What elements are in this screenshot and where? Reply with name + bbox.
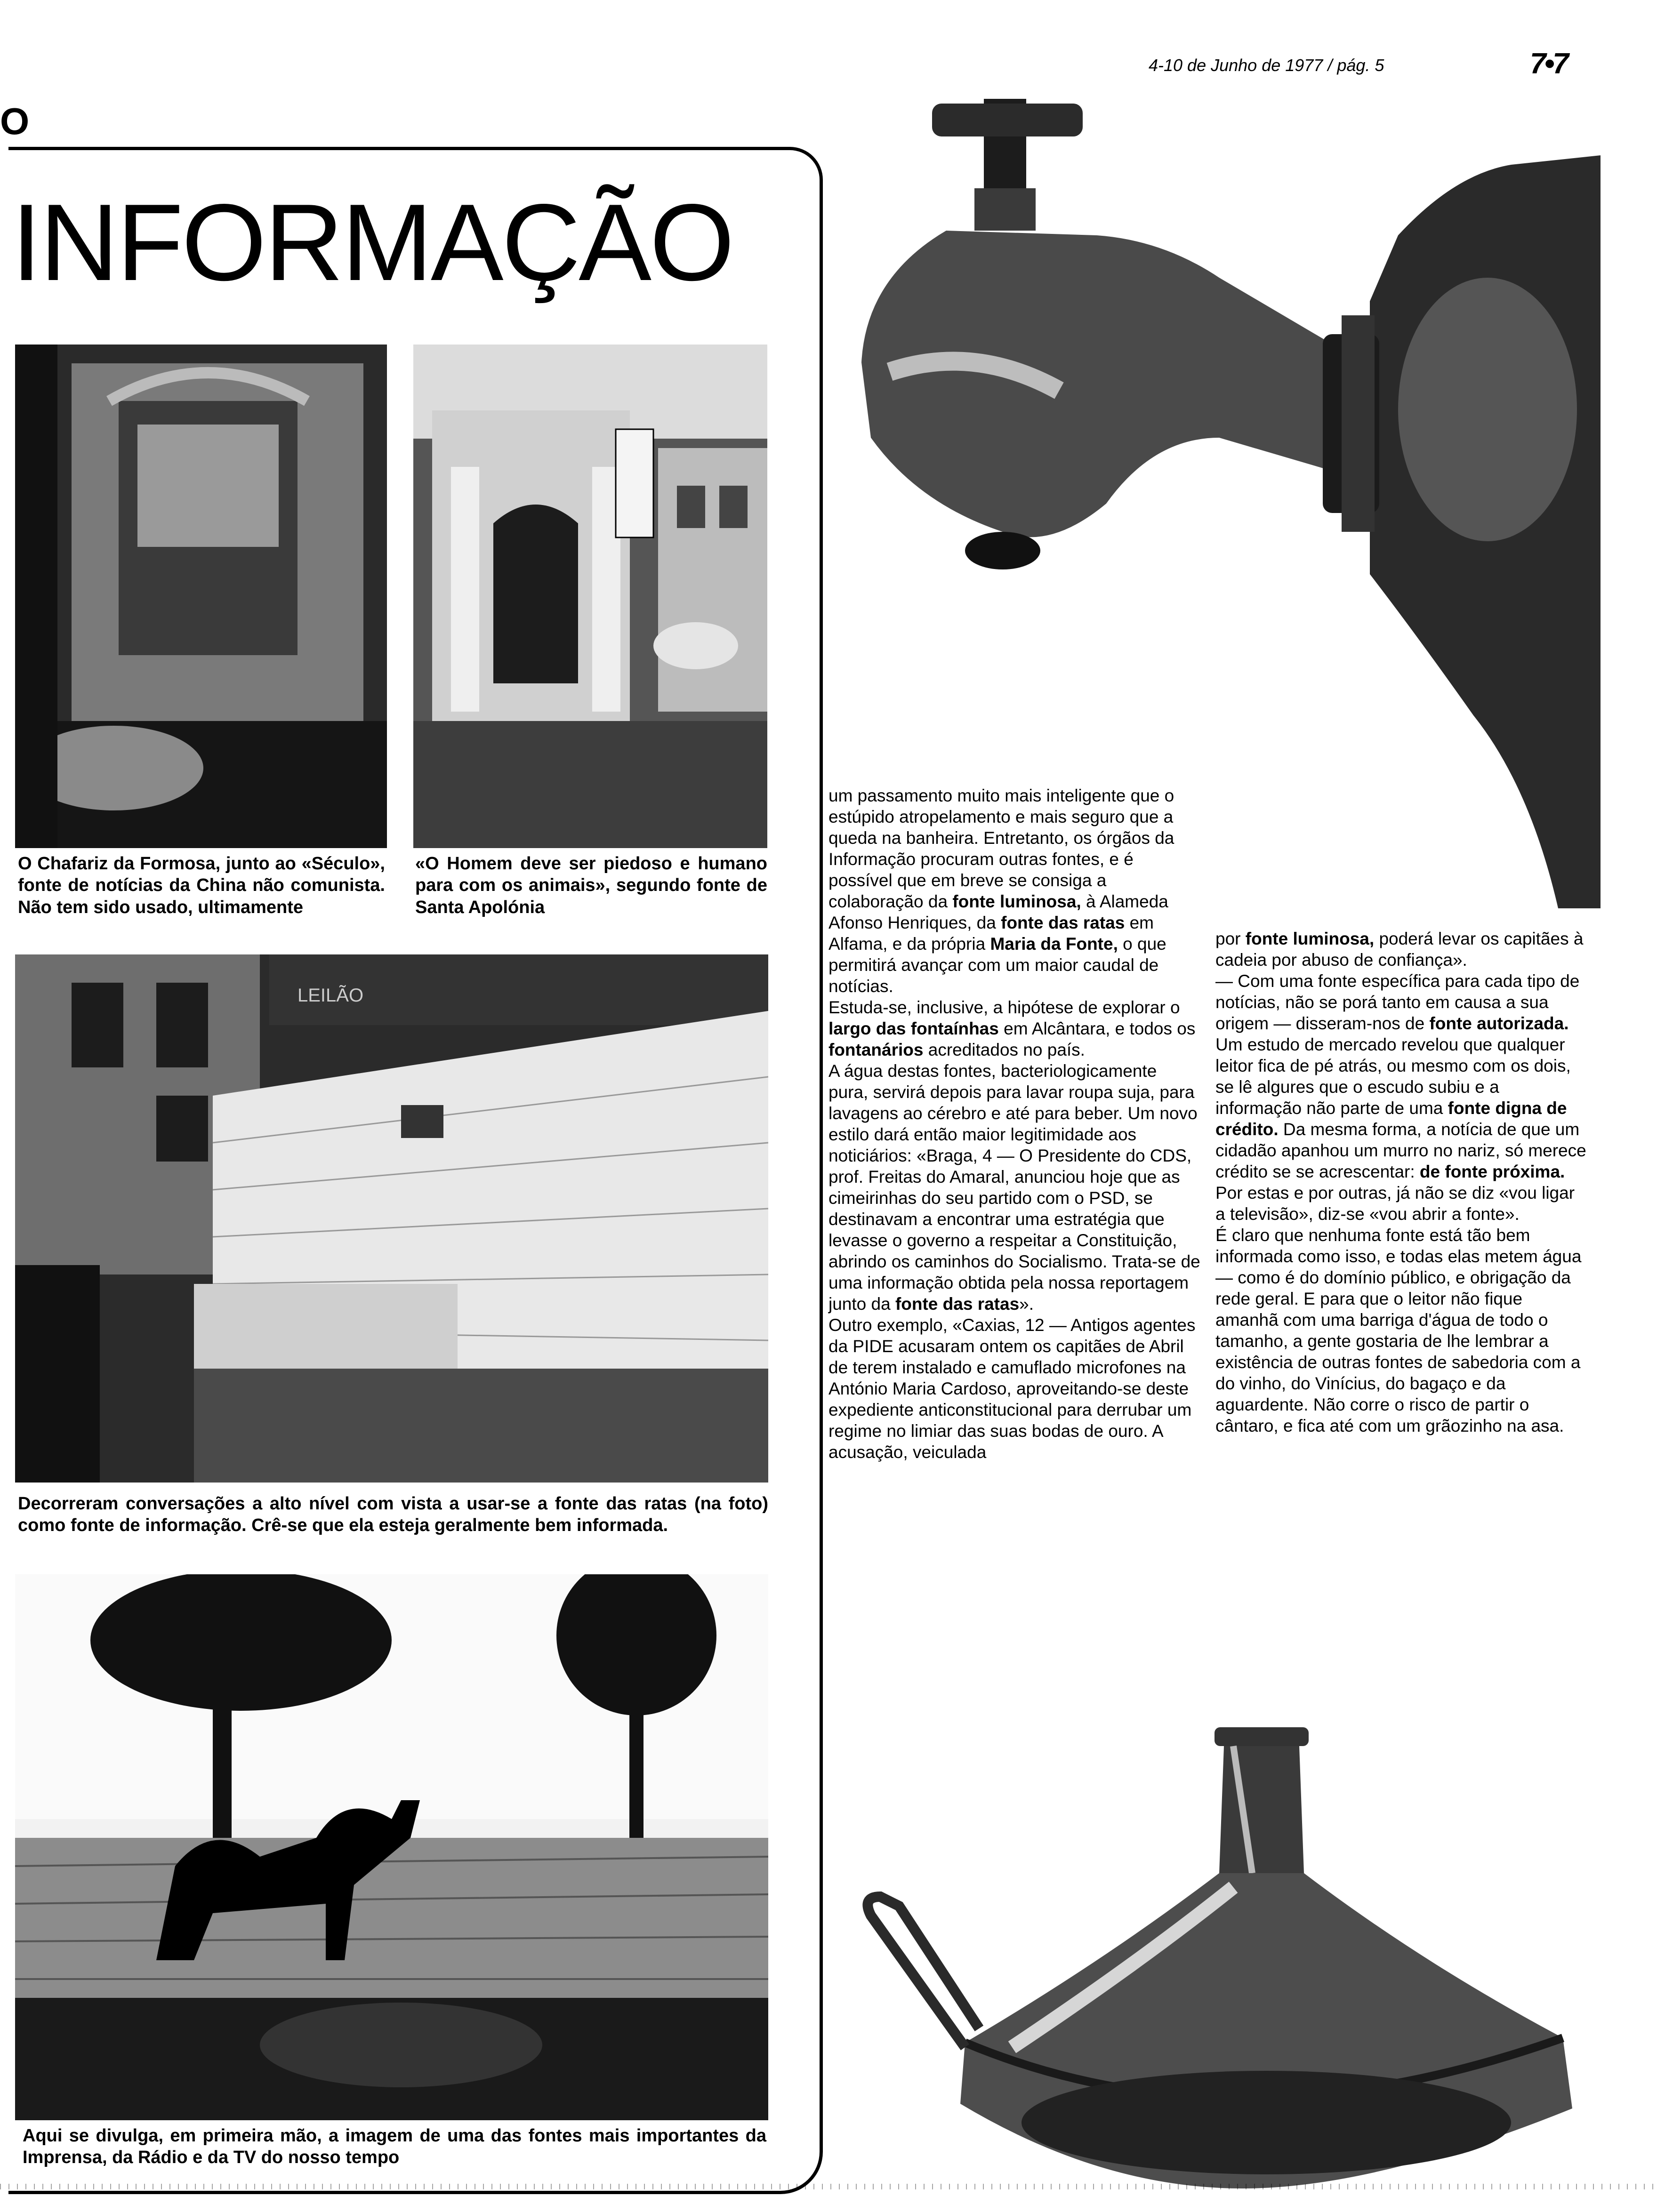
col2-paragraph-2: — Com uma fonte específica para cada tipo de notícias, não se porá tanto em causa a sua origem — disseram-nos de fonte autorizada. Um estudo de mercado revelou que qualquer leitor fica de pé atrás, ou mesmo com os dois, se lê algures que o escudo subiu e a informação não parte de uma fonte digna de crédito. Da mesma forma, a notícia de que um cidadão apanhou um murro no nariz, só merece crédito se se acrescentar: de fonte próxima. [1215,971,1586,1181]
caption-camelo: Aqui se divulga, em primeira mão, a imagem de uma das fontes mais importantes da Imprensa, da Rádio e da TV do nosso tempo [23,2126,766,2168]
col2-paragraph-1: por fonte luminosa, poderá levar os capitães à cadeia por abuso de confiança». [1215,929,1584,970]
col1-paragraph-2: Estuda-se, inclusive, a hipótese de explorar o largo das fontaínhas em Alcântara, e todos os fontanários acreditados no país. [828,998,1196,1059]
photo-camelo [15,1574,768,2120]
col1-paragraph-1: um passamento muito mais inteligente que o estúpido atropelamento e mais seguro que a queda na banheira. Entretanto, os órgãos da Informação procuram outras fontes, e é possível que em breve se consiga a colaboração da fonte luminosa, à Alameda Afonso Henriques, da fonte das ratas em Alfama, e da própria Maria da Fonte, o que permitirá avançar com um maior caudal de notícias. [828,786,1174,996]
publication-logo: 7•7 [1530,48,1567,80]
caption-chafariz: O Chafariz da Formosa, junto ao «Século», fonte de notícias da China não comunista. Não tem sido usado, ultimamente [18,854,385,917]
col2-paragraph-3: Por estas e por outras, já não se diz «vou ligar a televisão», diz-se «vou abrir a fonte». [1215,1183,1575,1224]
page-date: 4-10 de Junho de 1977 / pág. 5 [1149,56,1384,75]
col2-paragraph-4: É claro que nenhuma fonte está tão bem informada como isso, e todas elas metem água — como é do domínio público, e obrigação da rede geral. E para que o leitor não fique amanhã com uma barriga d'água de todo o tamanho, a gente gostaria de lhe lembrar a existência de outras fontes de sabedoria com a do vinho, do Vinícius, do bagaço e da aguardente. Não corre o risco de partir o cântaro, e fica até com um grãozinho na asa. [1215,1226,1582,1435]
article-column-1 [828,785,1200,1463]
headline: INFORMAÇÃO [11,182,733,304]
caption-santa-apolonia: «O Homem deve ser piedoso e humano para com os animais», segundo fonte de Santa Apolónia [415,854,767,917]
section-fragment: O [0,100,30,142]
photo-fonte-das-ratas [15,954,768,1483]
col1-paragraph-3: A água destas fontes, bacteriologicamente pura, servirá depois para lavar roupa suja, para lavagens ao cérebro e até para beber. Um novo estilo dará então maior legitimidade aos noticiários: «Braga, 4 — O Presidente do CDS, prof. Freitas do Amaral, anunciou hoje que as cimeirinhas do seu partido com o PSD, se destinavam a encontrar uma estratégia que levasse o governo a respeitar a Constituição, abrindo os caminhos do Socialismo. Trata-se de uma informação obtida pela nossa reportagem junto da fonte das ratas». [828,1061,1200,1314]
photo-santa-apolonia [413,345,767,848]
caption-fonte-das-ratas: Decorreram conversações a alto nível com vista a usar-se a fonte das ratas (na foto) como fonte de informação. Crê-se que ela esteja geralmente bem informada. [18,1494,768,1536]
photo-funil [857,1718,1605,2193]
page-bottom-edge [0,2184,1657,2189]
photo-torneira [861,80,1601,908]
shop-sign: LEILÃO [298,985,364,1006]
article-column-2 [1215,928,1587,1436]
col1-paragraph-4: Outro exemplo, «Caxias, 12 — Antigos agentes da PIDE acusaram ontem os capitães de Abril de terem instalado e camuflado microfones na António Maria Cardoso, aproveitando-se deste expediente anticonstitucional para derrubar um regime no limiar das suas bodas de ouro. A acusação, veiculada [828,1315,1196,1462]
photo-chafariz-formosa [15,345,387,848]
